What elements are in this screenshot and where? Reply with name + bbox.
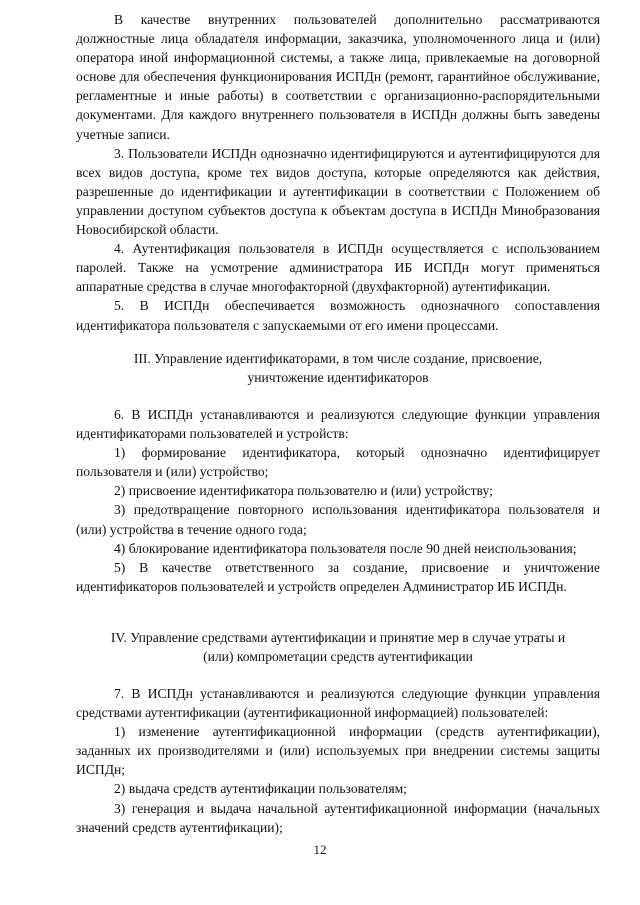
intro-paragraphs: [76, 10, 600, 335]
page-number: 12: [313, 842, 327, 857]
list-item-3: 3) предотвращение повторного использования идентификатора пользователя и (или) устройства в течение одного года;: [76, 502, 600, 537]
paragraph-4-authentication: 4. Аутентификация пользователя в ИСПДн осуществляется с использованием паролей. Также на усмотрение администратора ИБ ИСПДн могут применяться аппаратные средства в случае многофакторной (двухфакторной) аутентификации.: [76, 241, 600, 295]
paragraph-6: 6. В ИСПДн устанавливаются и реализуются следующие функции управления идентификаторами пользователей и устройств:: [76, 407, 600, 442]
section-3-body: [76, 405, 600, 596]
paragraph-internal-users: В качестве внутренних пользователей дополнительно рассматриваются должностные лица обладателя информации, заказчика, уполномоченного лица и (или) оператора иной информационной системы, а также лица, привлекаемые на договорной основе для обеспечения функционирования ИСПДн (ремонт, гарантийное обслуживание, регламентные и иные работы) в соответствии с организационно-распорядительными документами. Для каждого внутреннего пользователя в ИСПДн должны быть заведены учетные записи.: [76, 12, 600, 142]
section-3-heading: [76, 349, 600, 387]
list-item-4: 4) блокирование идентификатора пользователя после 90 дней неиспользования;: [114, 540, 577, 556]
paragraph-5-process-mapping: 5. В ИСПДн обеспечивается возможность однозначного сопоставления идентификатора пользователя с запускаемыми от его имени процессами.: [76, 298, 600, 333]
list-item-5: 5) В качестве ответственного за создание, присвоение и уничтожение идентификаторов пользователей и устройств определен Администратор ИБ ИСПДн.: [76, 559, 600, 594]
section-4-title-line2: (или) компрометации средств аутентификации: [203, 649, 473, 665]
section-4-body: [76, 684, 600, 837]
section-4-heading: [76, 628, 600, 666]
paragraph-7: 7. В ИСПДн устанавливаются и реализуются следующие функции управления средствами аутентификации (аутентификационной информацией) пользователей:: [76, 686, 600, 721]
section-3-title-line1: III. Управление идентификаторами, в том числе создание, присвоение,: [133, 351, 543, 366]
section-3-title-line2: уничтожение идентификаторов: [247, 370, 429, 386]
list-item-3: 3) генерация и выдача начальной аутентификационной информации (начальных значений средств аутентификации);: [76, 800, 600, 835]
list-item-1: 1) формирование идентификатора, который однозначно идентифицирует пользователя и (или) устройство;: [76, 445, 600, 480]
list-item-1: 1) изменение аутентификационной информации (средств аутентификации), заданных их производителями и (или) используемых при внедрении системы защиты ИСПДн;: [76, 724, 600, 778]
list-item-2: 2) присвоение идентификатора пользователю и (или) устройству;: [114, 483, 493, 499]
paragraph-3-identification: 3. Пользователи ИСПДн однозначно идентифицируются и аутентифицируются для всех видов доступа, кроме тех видов доступа, которые определяются как действия, разрешенные до идентификации и аутентификации в соответствии с Положением об управлении доступом субъектов доступа к объектам доступа в ИСПДн Минобразования Новосибирской области.: [76, 145, 600, 238]
list-item-2: 2) выдача средств аутентификации пользователям;: [114, 781, 407, 797]
section-4-title-line1: IV. Управление средствами аутентификации и принятие мер в случае утраты и: [110, 630, 566, 645]
